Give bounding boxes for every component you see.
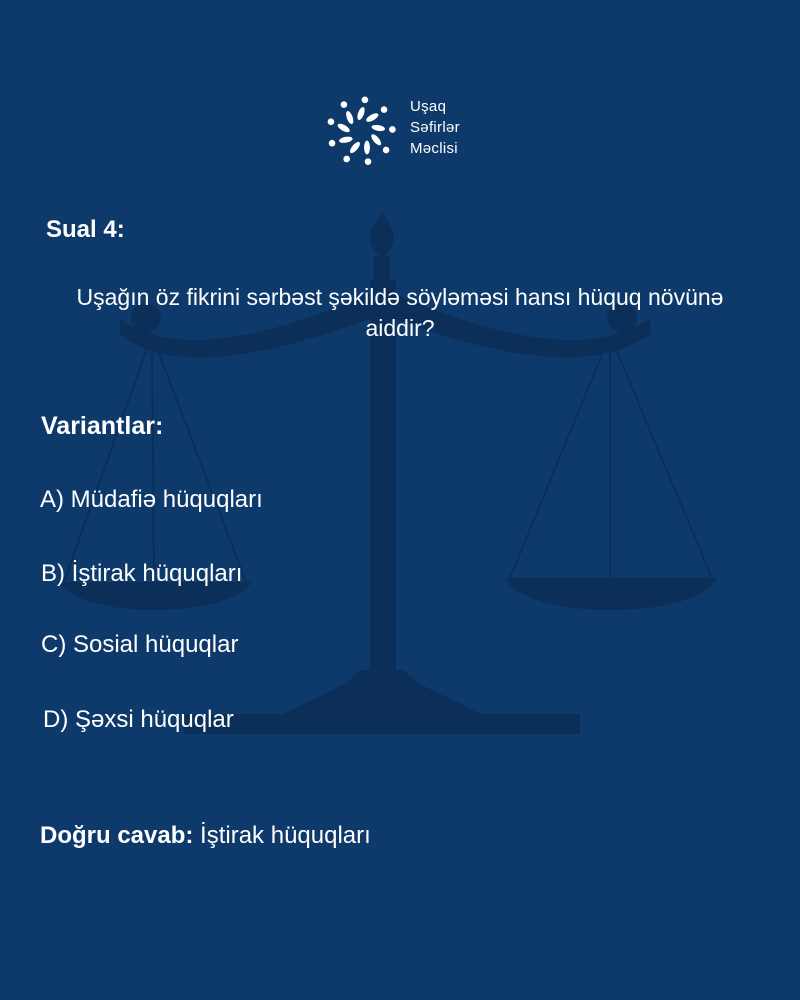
brand-name-line-1: Uşaq <box>410 98 447 115</box>
correct-answer-value: İştirak hüquqları <box>200 822 371 849</box>
option-b: B) İştirak hüquqları <box>41 560 243 587</box>
brand-name-line-3: Məclisi <box>410 140 458 157</box>
question-label: Sual 4: <box>46 216 125 243</box>
correct-answer-label: Doğru cavab: <box>40 822 194 849</box>
brand-name-line-2: Səfirlər <box>410 119 460 136</box>
option-a: A) Müdafiə hüquqları <box>40 486 263 513</box>
correct-answer <box>40 822 371 850</box>
question-text: Uşağın öz fikrini sərbəst şəkildə söyləməsi hansı hüquq növünə aiddir? <box>76 284 724 341</box>
option-d: D) Şəxsi hüquqlar <box>43 706 234 733</box>
brand-name <box>410 96 460 159</box>
option-c: C) Sosial hüquqlar <box>41 631 239 658</box>
options-title: Variantlar: <box>41 412 164 440</box>
brand-logo <box>322 90 492 180</box>
sun-dots-swirl-icon <box>322 92 400 170</box>
